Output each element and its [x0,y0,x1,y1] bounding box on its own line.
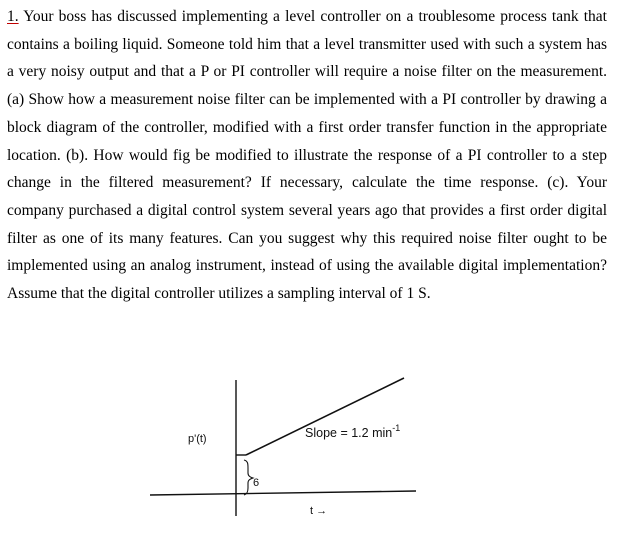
question-text [7,3,607,308]
response-figure [140,368,430,540]
question-body: Your boss has discussed implementing a level controller on a troublesome process tank that contains a boiling liquid. Someone told him that a level transmitter used with such a system has a very noisy output and that a P or PI controller will require a noise filter on the measurement. (a) Show how a measurement noise filter can be implemented with a PI controller by drawing a block diagram of the controller, modified with a first order transfer function in the appropriate location. (b). How would fig be modified to illustrate the response of a PI controller to a step change in the filtered measurement? If necessary, calculate the time response. (c). Your company purchased a digital control system several years ago that provides a first order digital filter as one of its many features. Can you suggest why this required noise filter ought to be implemented using an analog instrument, instead of using the available digital implementation? Assume that the digital controller utilizes a sampling interval of 1 S. [7,8,607,303]
slope-label [305,423,400,440]
pi-response-diagram [140,368,430,540]
time-axis [150,491,416,495]
slope-label-exponent: -1 [392,423,401,433]
ramp-line [246,378,404,455]
question-number: 1. [7,8,19,25]
time-axis-label: t → [310,505,328,517]
step-size-label: 6 [253,477,260,489]
slope-label-value: Slope = 1.2 min [305,426,393,440]
step-brace [244,460,253,495]
y-axis-label: p'(t) [188,433,207,445]
